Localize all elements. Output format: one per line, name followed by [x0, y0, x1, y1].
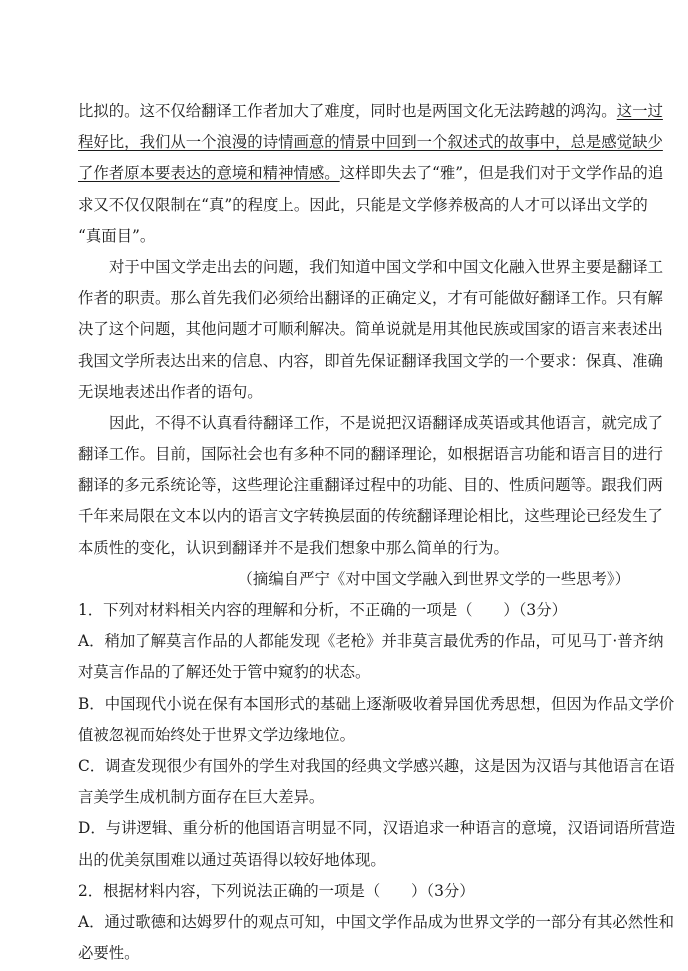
text-line: 我国文学所表达出来的信息、内容，即首先保证翻译我国文学的一个要求：保真、准确	[78, 351, 663, 370]
text-line: 本质性的变化，认识到翻译并不是我们想象中那么简单的行为。	[78, 538, 509, 557]
text-line	[78, 158, 664, 189]
option-b: B．中国现代小说在保有本国形式的基础上逐渐吸收着异国优秀思想，但因为作品文学价	[78, 694, 675, 713]
text-line	[78, 252, 664, 283]
text-run: 因此，不得不认真看待翻译工作，不是说把汉语翻译成英语或其他语言，就完成了	[109, 413, 664, 432]
option-c-continued: 言美学生成机制方面存在巨大差异。	[78, 788, 325, 807]
text-line: 翻译的多元系统论等，这些理论注重翻译过程中的功能、目的、性质问题等。跟我们两	[78, 476, 663, 495]
question-stem: 1．下列对材料相关内容的理解和分析，不正确的一项是（ ）（3分）	[78, 601, 567, 619]
text-line: 无误地表述出作者的语句。	[78, 382, 263, 401]
text-line: 千年来局限在文本以内的语言文字转换层面的传统翻译理论相比，这些理论已经发生了	[78, 507, 663, 526]
question-2	[78, 876, 674, 970]
source-citation: （摘编自严宁《对中国文学融入到世界文学的一些思考》）	[237, 569, 630, 588]
option-a-continued: 对莫言作品的了解还处于管中窥豹的状态。	[78, 663, 371, 682]
underlined-text: 程好比，我们从一个浪漫的诗情画意的情景中回到一个叙述式的故事中，总是感觉缺少	[78, 133, 663, 152]
paragraph-2	[78, 252, 664, 408]
option-a: A．稍加了解莫言作品的人都能发现《老枪》并非莫言最优秀的作品，可见马丁·普齐纳	[78, 632, 664, 651]
option-c: C．调查发现很少有国外的学生对我国的经典文学感兴趣，这是因为汉语与其他语言在语	[78, 756, 675, 775]
paragraph-1	[78, 96, 664, 252]
text-line: 翻译工作。目前，国际社会也有多种不同的翻译理论，如根据语言功能和语言目的进行	[78, 445, 663, 464]
document-page	[78, 96, 676, 969]
question-stem: 2．根据材料内容，下列说法正确的一项是（ ）（3分）	[78, 881, 475, 900]
text-line: “真面目”。	[78, 226, 156, 245]
text-run: 比拟的。这不仅给翻译工作者加大了难度，同时也是两国文化无法跨越的鸿沟。	[78, 102, 617, 120]
text-line: 作者的职责。那么首先我们必须给出翻译的正确定义，才有可能做好翻译工作。只有解	[78, 289, 663, 308]
option-a: A．通过歌德和达姆罗什的观点可知，中国文学作品成为世界文学的一部分有其必然性和	[78, 912, 674, 931]
text-line: 决了这个问题，其他问题才可顺利解决。简单说就是用其他民族或国家的语言来表述出	[78, 320, 663, 339]
underlined-text: 这一过	[616, 102, 663, 120]
option-b-continued: 值被忽视而始终处于世界文学边缘地位。	[78, 725, 356, 744]
option-a-continued: 必要性。	[78, 944, 140, 963]
option-d-continued: 出的优美氛围难以通过英语得以较好地体现。	[78, 850, 386, 869]
question-1	[78, 595, 676, 876]
text-run: 这样即失去了“雅”，但是我们对于文学作品的追	[339, 164, 664, 183]
text-line	[78, 127, 663, 158]
option-d: D．与讲逻辑、重分析的他国语言明显不同，汉语追求一种语言的意境，汉语词语所营造	[78, 819, 676, 838]
text-line	[78, 408, 664, 439]
text-line: 求又不仅仅限制在“真”的程度上。因此，只能是文学修养极高的人才可以译出文学的	[78, 195, 648, 214]
text-line	[78, 96, 663, 127]
paragraph-3	[78, 408, 664, 564]
text-run: 对于中国文学走出去的问题，我们知道中国文学和中国文化融入世界主要是翻译工	[109, 257, 664, 276]
underlined-text: 了作者原本要表达的意境和精神情感。	[78, 164, 340, 183]
